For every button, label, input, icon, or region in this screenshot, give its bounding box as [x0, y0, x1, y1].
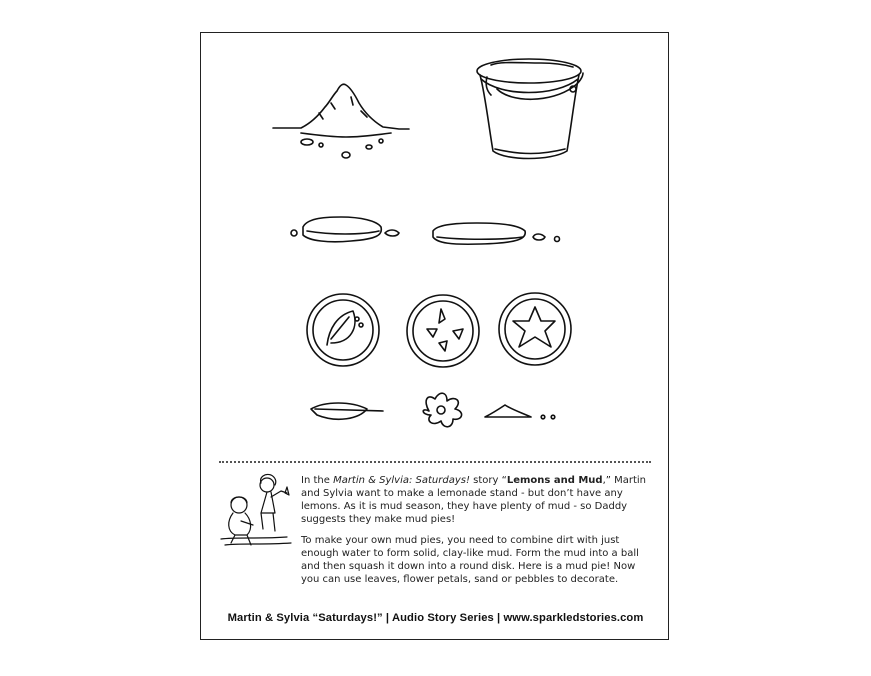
dotted-divider	[219, 461, 651, 463]
story-description	[301, 474, 653, 594]
intro-prefix: In the	[301, 475, 334, 486]
instructions-paragraph: To make your own mud pies, you need to combine dirt with just enough water to form solid, clay-like mud. Form the mud into a ball and then squash it down into a round disk. Here is a mud pie! Now you can use leaves, flower petals, sand or pebbles to decorate.	[301, 535, 639, 585]
story-intro-paragraph	[301, 474, 653, 526]
dirt-pile-drawing	[273, 84, 409, 158]
series-name: Martin & Sylvia: Saturdays!	[333, 475, 470, 486]
mud-bucket-drawing	[477, 59, 583, 159]
kids-illustration	[217, 473, 297, 551]
story-title: Lemons and Mud	[506, 475, 603, 486]
intro-mid: story “	[470, 475, 507, 486]
flattened-mud-drawing	[291, 217, 560, 244]
mud-pie-illustrations	[201, 33, 670, 461]
decorated-pies-drawing	[307, 293, 571, 367]
footer-credit: Martin & Sylvia “Saturdays!” | Audio Story Series | www.sparkledstories.com	[227, 612, 644, 624]
decorations-drawing	[311, 393, 555, 427]
intro-rest: ,” Martin and Sylvia want to make a lemonade stand - but don’t have any lemons. As it is mud season, they have plenty of mud - so Daddy suggests they make mud pies!	[301, 475, 647, 525]
activity-page	[200, 32, 669, 640]
